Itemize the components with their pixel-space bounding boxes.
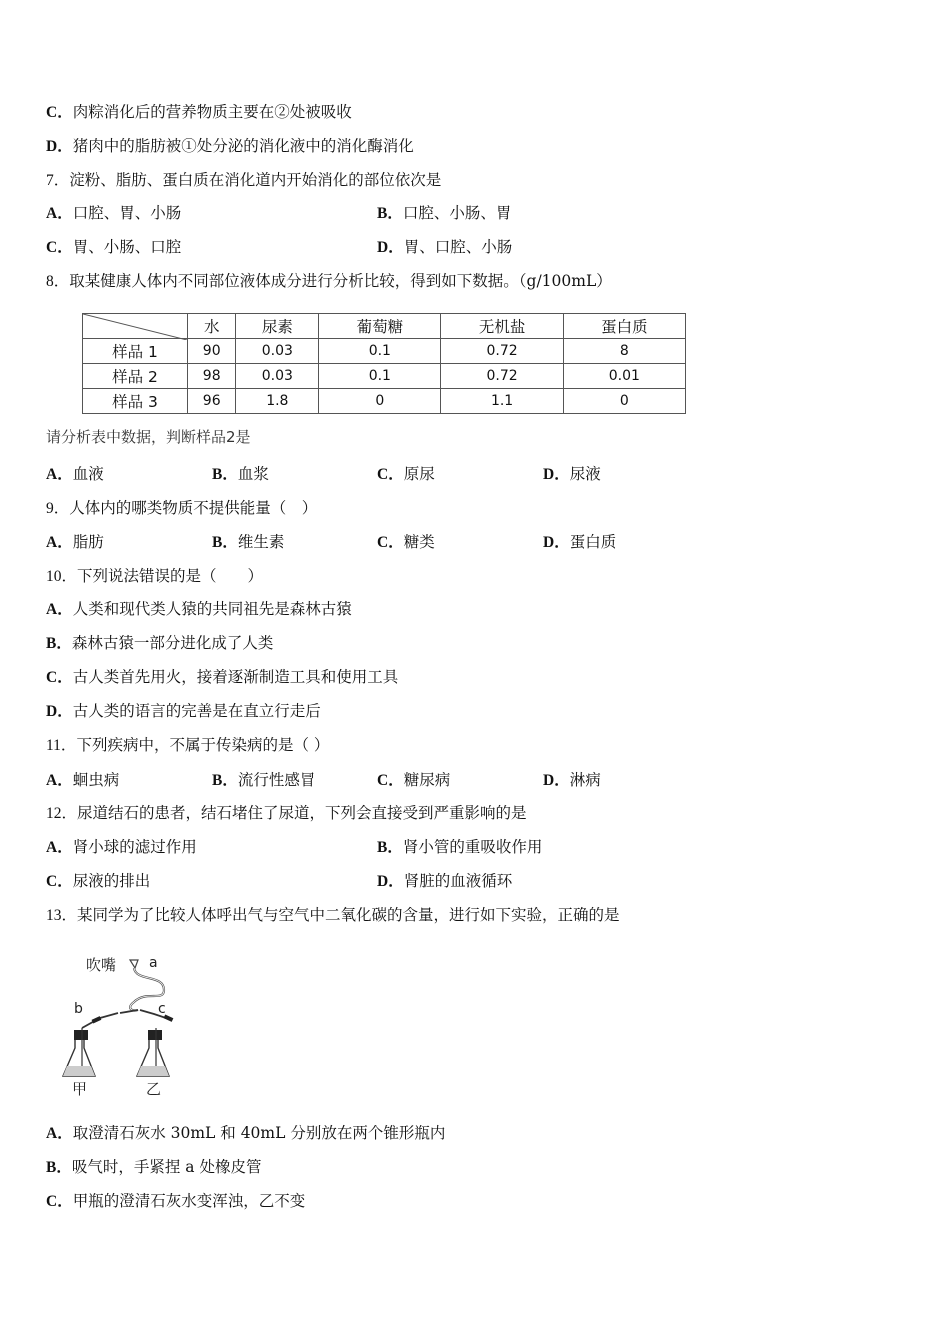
q9-option-d: D．蛋白质 xyxy=(543,533,617,551)
q12-option-b: B．肾小管的重吸收作用 xyxy=(377,838,543,856)
mouthpiece-tip xyxy=(130,960,138,968)
q6-option-d: D．猪肉中的脂肪被①处分泌的消化液中的消化酶消化 xyxy=(46,137,414,155)
q8-option-d: D．尿液 xyxy=(543,465,601,483)
apparatus-diagram xyxy=(60,950,210,1100)
q8-option-a: A．血液 xyxy=(46,465,104,483)
diagonal-line xyxy=(83,314,187,340)
q9-option-c: C．糖类 xyxy=(377,533,435,551)
table-cell: 0 xyxy=(319,389,441,414)
q7-option-d: D．胃、口腔、小肠 xyxy=(377,238,513,256)
q9-stem: 9．人体内的哪类物质不提供能量（ ） xyxy=(46,499,318,517)
stopper-right xyxy=(148,1030,162,1040)
q10-option-d: D．古人类的语言的完善是在直立行走后 xyxy=(46,702,321,720)
table-row xyxy=(83,339,686,364)
table-row xyxy=(83,389,686,414)
table-header-row xyxy=(83,314,686,339)
table-row xyxy=(83,364,686,389)
label-c: c xyxy=(158,1001,166,1017)
table-cell: 0.01 xyxy=(563,364,685,389)
table-cell: 98 xyxy=(188,364,236,389)
table-cell: 0.72 xyxy=(441,364,563,389)
q10-option-b: B．森林古猿一部分进化成了人类 xyxy=(46,634,274,652)
q11-option-d: D．淋病 xyxy=(543,771,601,789)
q12-option-c: C．尿液的排出 xyxy=(46,872,151,890)
q11-option-b: B．流行性感冒 xyxy=(212,771,316,789)
table-cell: 1.8 xyxy=(236,389,319,414)
q8-option-b: B．血浆 xyxy=(212,465,269,483)
q10-stem: 10．下列说法错误的是（ ） xyxy=(46,567,264,585)
q13-option-c: C．甲瓶的澄清石灰水变浑浊，乙不变 xyxy=(46,1192,306,1210)
table-cell: 0.1 xyxy=(319,364,441,389)
q9-option-a: A．脂肪 xyxy=(46,533,104,551)
q13-option-a: A．取澄清石灰水 30mL 和 40mL 分别放在两个锥形瓶内 xyxy=(46,1124,446,1142)
tube-b xyxy=(82,1013,118,1028)
q12-stem: 12．尿道结石的患者，结石堵住了尿道，下列会直接受到严重影响的是 xyxy=(46,804,527,822)
table-cell: 0.72 xyxy=(441,339,563,364)
table-cell: 96 xyxy=(188,389,236,414)
table-cell: 0.03 xyxy=(236,364,319,389)
limewater-left xyxy=(63,1066,95,1076)
label-a: a xyxy=(149,955,158,971)
table-corner-cell xyxy=(83,314,188,339)
q8-data-table xyxy=(82,313,686,414)
q8-stem: 8．取某健康人体内不同部位液体成分进行分析比较，得到如下数据。（g/100mL） xyxy=(46,272,612,290)
label-b: b xyxy=(74,1001,83,1017)
q11-option-c: C．糖尿病 xyxy=(377,771,451,789)
mouthpiece-label: 吹嘴 xyxy=(86,956,117,974)
q13-stem: 13．某同学为了比较人体呼出气与空气中二氧化碳的含量，进行如下实验，正确的是 xyxy=(46,906,620,924)
limewater-right xyxy=(137,1066,169,1076)
q12-option-d: D．肾脏的血液循环 xyxy=(377,872,513,890)
table-header-cell: 葡萄糖 xyxy=(319,314,441,339)
table-header-cell: 蛋白质 xyxy=(563,314,685,339)
clamp-b xyxy=(92,1016,102,1023)
table-row-header: 样品 1 xyxy=(83,339,188,364)
table-cell: 0.1 xyxy=(319,339,441,364)
table-header-cell: 水 xyxy=(188,314,236,339)
stopper-left xyxy=(74,1030,88,1040)
q7-stem: 7．淀粉、脂肪、蛋白质在消化道内开始消化的部位依次是 xyxy=(46,171,442,189)
q13-option-b: B．吸气时，手紧捏 a 处橡皮管 xyxy=(46,1158,262,1176)
q10-option-a: A．人类和现代类人猿的共同祖先是森林古猿 xyxy=(46,600,352,618)
table-cell: 0 xyxy=(563,389,685,414)
q7-option-a: A．口腔、胃、小肠 xyxy=(46,204,182,222)
table-cell: 8 xyxy=(563,339,685,364)
table-cell: 0.03 xyxy=(236,339,319,364)
q8-option-c: C．原尿 xyxy=(377,465,435,483)
table-cell: 1.1 xyxy=(441,389,563,414)
q7-option-b: B．口腔、小肠、胃 xyxy=(377,204,512,222)
table-header-cell: 无机盐 xyxy=(441,314,563,339)
q6-option-c: C．肉粽消化后的营养物质主要在②处被吸收 xyxy=(46,103,352,121)
q12-option-a: A．肾小球的滤过作用 xyxy=(46,838,197,856)
q9-option-b: B．维生素 xyxy=(212,533,285,551)
q11-stem: 11．下列疾病中，不属于传染病的是（ ） xyxy=(46,736,330,754)
right-flask-label: 乙 xyxy=(146,1080,162,1098)
table-row-header: 样品 3 xyxy=(83,389,188,414)
table-row-header: 样品 2 xyxy=(83,364,188,389)
left-flask-label: 甲 xyxy=(72,1080,88,1098)
q11-option-a: A．蛔虫病 xyxy=(46,771,120,789)
table-caption: 请分析表中数据，判断样品2是 xyxy=(46,428,251,446)
q10-option-c: C．古人类首先用火，接着逐渐制造工具和使用工具 xyxy=(46,668,399,686)
table-cell: 90 xyxy=(188,339,236,364)
table-header-cell: 尿素 xyxy=(236,314,319,339)
q7-option-c: C．胃、小肠、口腔 xyxy=(46,238,182,256)
